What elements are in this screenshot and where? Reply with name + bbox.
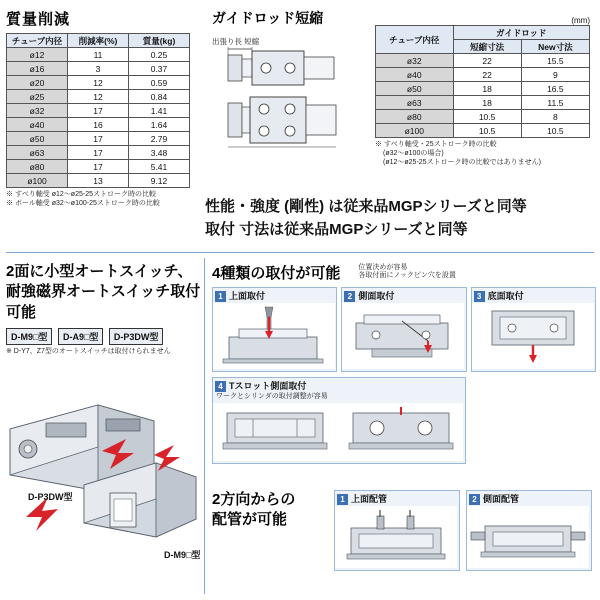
col-header-new: New寸法	[521, 40, 589, 54]
cell-bore: ø63	[376, 96, 454, 110]
piping-label-top: 上面配管	[351, 494, 388, 504]
guide-note-1: ※ すべり軸受・25ストローク時の比較	[375, 141, 497, 148]
table-row	[376, 96, 590, 110]
top-piping-illustration	[335, 506, 457, 568]
table-row	[7, 118, 190, 132]
table-row	[7, 76, 190, 90]
panel-number-1: 1	[215, 291, 226, 302]
mass-reduction-title: 質量削減	[6, 11, 71, 28]
guide-note-2: (ø32～ø100の場合)	[383, 149, 444, 157]
divider-vertical	[204, 258, 205, 594]
guide-rod-table	[375, 25, 590, 138]
cell-rate: 12	[68, 90, 129, 104]
performance-statement	[205, 196, 595, 241]
cell-bore: ø100	[7, 174, 68, 188]
cell-bore: ø50	[376, 82, 454, 96]
table-row	[7, 62, 190, 76]
cell-mass: 0.59	[129, 76, 190, 90]
cell-short: 18	[453, 82, 521, 96]
table-header-row	[7, 34, 190, 48]
mounting-panel-top	[212, 287, 337, 372]
piping-panel-top	[334, 490, 460, 571]
table-row	[376, 110, 590, 124]
tslot-mount-illustration	[213, 403, 463, 461]
table-row	[376, 82, 590, 96]
col-header-bore: チューブ内径	[376, 26, 454, 54]
panel-number-2: 2	[344, 291, 355, 302]
cell-rate: 13	[68, 174, 129, 188]
cell-new: 15.5	[521, 54, 589, 68]
divider-horizontal-top	[6, 252, 594, 253]
caption-d-m9: D-M9□型	[164, 550, 201, 560]
cell-rate: 17	[68, 146, 129, 160]
cell-new: 8	[521, 110, 589, 124]
cell-new: 9	[521, 68, 589, 82]
cell-bore: ø80	[376, 110, 454, 124]
chip-d-p3dw: D-P3DW型	[109, 328, 164, 345]
side-mount-illustration	[342, 303, 464, 369]
cell-rate: 11	[68, 48, 129, 62]
guide-note-3: (ø12～ø25-25ストローク時の比較ではありません)	[383, 158, 541, 166]
cell-mass: 2.79	[129, 132, 190, 146]
table-header-row	[376, 26, 590, 40]
cell-bore: ø20	[7, 76, 68, 90]
cell-bore: ø50	[7, 132, 68, 146]
cell-mass: 9.12	[129, 174, 190, 188]
mass-reduction-table	[6, 33, 190, 188]
auto-switch-section	[6, 262, 202, 571]
mounting-side-note-1: 位置決めが容易	[358, 263, 408, 271]
cell-short: 10.5	[453, 124, 521, 138]
cell-new: 16.5	[521, 82, 589, 96]
panel-subnote-tslot: ワークとシリンダの取付調整が容易	[216, 393, 328, 400]
panel-number-3: 3	[474, 291, 485, 302]
guide-rod-table-section	[375, 16, 590, 167]
piping-title-line1: 2方向からの	[212, 491, 296, 508]
mass-reduction-section	[6, 8, 194, 209]
cell-mass: 3.48	[129, 146, 190, 160]
mounting-panel-side	[341, 287, 466, 372]
piping-number-2: 2	[469, 494, 480, 505]
table-row	[376, 124, 590, 138]
panel-label-tslot-mount: Tスロット側面取付	[229, 381, 307, 391]
chip-d-m9: D-M9□型	[6, 328, 52, 345]
auto-switch-product-illustration	[6, 359, 202, 569]
table-row	[7, 48, 190, 62]
chip-d-a9: D-A9□型	[58, 328, 103, 345]
piping-number-1: 1	[337, 494, 348, 505]
col-header-group: ガイドロッド	[453, 26, 589, 40]
mounting-side-note-2: 各取付面にノックピン穴を設置	[358, 272, 456, 280]
piping-section	[212, 490, 596, 571]
top-mount-illustration	[213, 303, 335, 369]
bottom-mount-illustration	[472, 303, 594, 369]
cell-mass: 0.25	[129, 48, 190, 62]
mass-note-1: ※ すべり軸受 ø12～ø25-25ストローク時の比較	[6, 191, 156, 198]
piping-panel-side	[466, 490, 592, 571]
side-piping-illustration	[467, 506, 589, 568]
guide-rod-title: ガイドロッド短縮	[212, 10, 324, 26]
cell-rate: 12	[68, 76, 129, 90]
cell-mass: 5.41	[129, 160, 190, 174]
panel-number-4: 4	[215, 381, 226, 392]
auto-switch-title-line1: 2面に小型オートスイッチ、	[6, 263, 193, 280]
cell-new: 10.5	[521, 124, 589, 138]
caption-d-p3dw: D-P3DW型	[28, 492, 73, 502]
piping-title-line2: 配管が可能	[212, 510, 288, 528]
mounting-panel-bottom	[471, 287, 596, 372]
cell-rate: 17	[68, 160, 129, 174]
col-header-rate: 削減率(%)	[68, 34, 129, 48]
mounting-section	[212, 262, 596, 464]
table-row	[7, 146, 190, 160]
cell-short: 10.5	[453, 110, 521, 124]
cell-bore: ø12	[7, 48, 68, 62]
cell-rate: 16	[68, 118, 129, 132]
guide-rod-illustration	[212, 47, 362, 157]
cell-mass: 0.84	[129, 90, 190, 104]
table-row	[7, 132, 190, 146]
table-row	[7, 160, 190, 174]
cell-rate: 17	[68, 104, 129, 118]
cell-mass: 1.41	[129, 104, 190, 118]
cell-mass: 1.64	[129, 118, 190, 132]
cell-rate: 17	[68, 132, 129, 146]
auto-switch-note: ※ D-Y7、Z7型のオートスイッチは取付けられません	[6, 347, 171, 355]
cell-bore: ø25	[7, 90, 68, 104]
cell-rate: 3	[68, 62, 129, 76]
performance-line-1: 性能・強度 (剛性) は従来品MGPシリーズと同等	[205, 198, 527, 215]
guide-rod-section	[212, 8, 362, 159]
col-header-shortened: 短縮寸法	[453, 40, 521, 54]
table-row	[376, 54, 590, 68]
unit-label: (mm)	[571, 16, 590, 25]
auto-switch-model-chips	[6, 328, 202, 345]
mass-note-2: ※ ボール軸受 ø32～ø100-25ストローク時の比較	[6, 199, 160, 207]
table-row	[376, 68, 590, 82]
panel-label-side-mount: 側面取付	[358, 291, 395, 301]
cell-short: 22	[453, 54, 521, 68]
mounting-panel-tslot	[212, 377, 466, 464]
cell-bore: ø32	[376, 54, 454, 68]
cell-bore: ø80	[7, 160, 68, 174]
cell-short: 22	[453, 68, 521, 82]
guide-rod-dimension-label: 出張り長 短縮	[212, 37, 260, 46]
cell-mass: 0.37	[129, 62, 190, 76]
mounting-title: 4種類の取付が可能	[212, 265, 341, 282]
piping-label-side: 側面配管	[483, 494, 520, 504]
table-row	[7, 104, 190, 118]
panel-label-bottom-mount: 底面取付	[487, 291, 524, 301]
cell-bore: ø40	[376, 68, 454, 82]
performance-line-2: 取付 寸法は従来品MGPシリーズと同等	[205, 220, 468, 238]
cell-bore: ø32	[7, 104, 68, 118]
cell-new: 11.5	[521, 96, 589, 110]
auto-switch-title-line2: 耐強磁界オートスイッチ取付可能	[6, 283, 201, 321]
table-row	[7, 174, 190, 188]
cell-short: 18	[453, 96, 521, 110]
col-header-bore: チューブ内径	[7, 34, 68, 48]
col-header-mass: 質量(kg)	[129, 34, 190, 48]
table-row	[7, 90, 190, 104]
cell-bore: ø16	[7, 62, 68, 76]
panel-label-top-mount: 上面取付	[229, 291, 266, 301]
cell-bore: ø40	[7, 118, 68, 132]
cell-bore: ø63	[7, 146, 68, 160]
cell-bore: ø100	[376, 124, 454, 138]
